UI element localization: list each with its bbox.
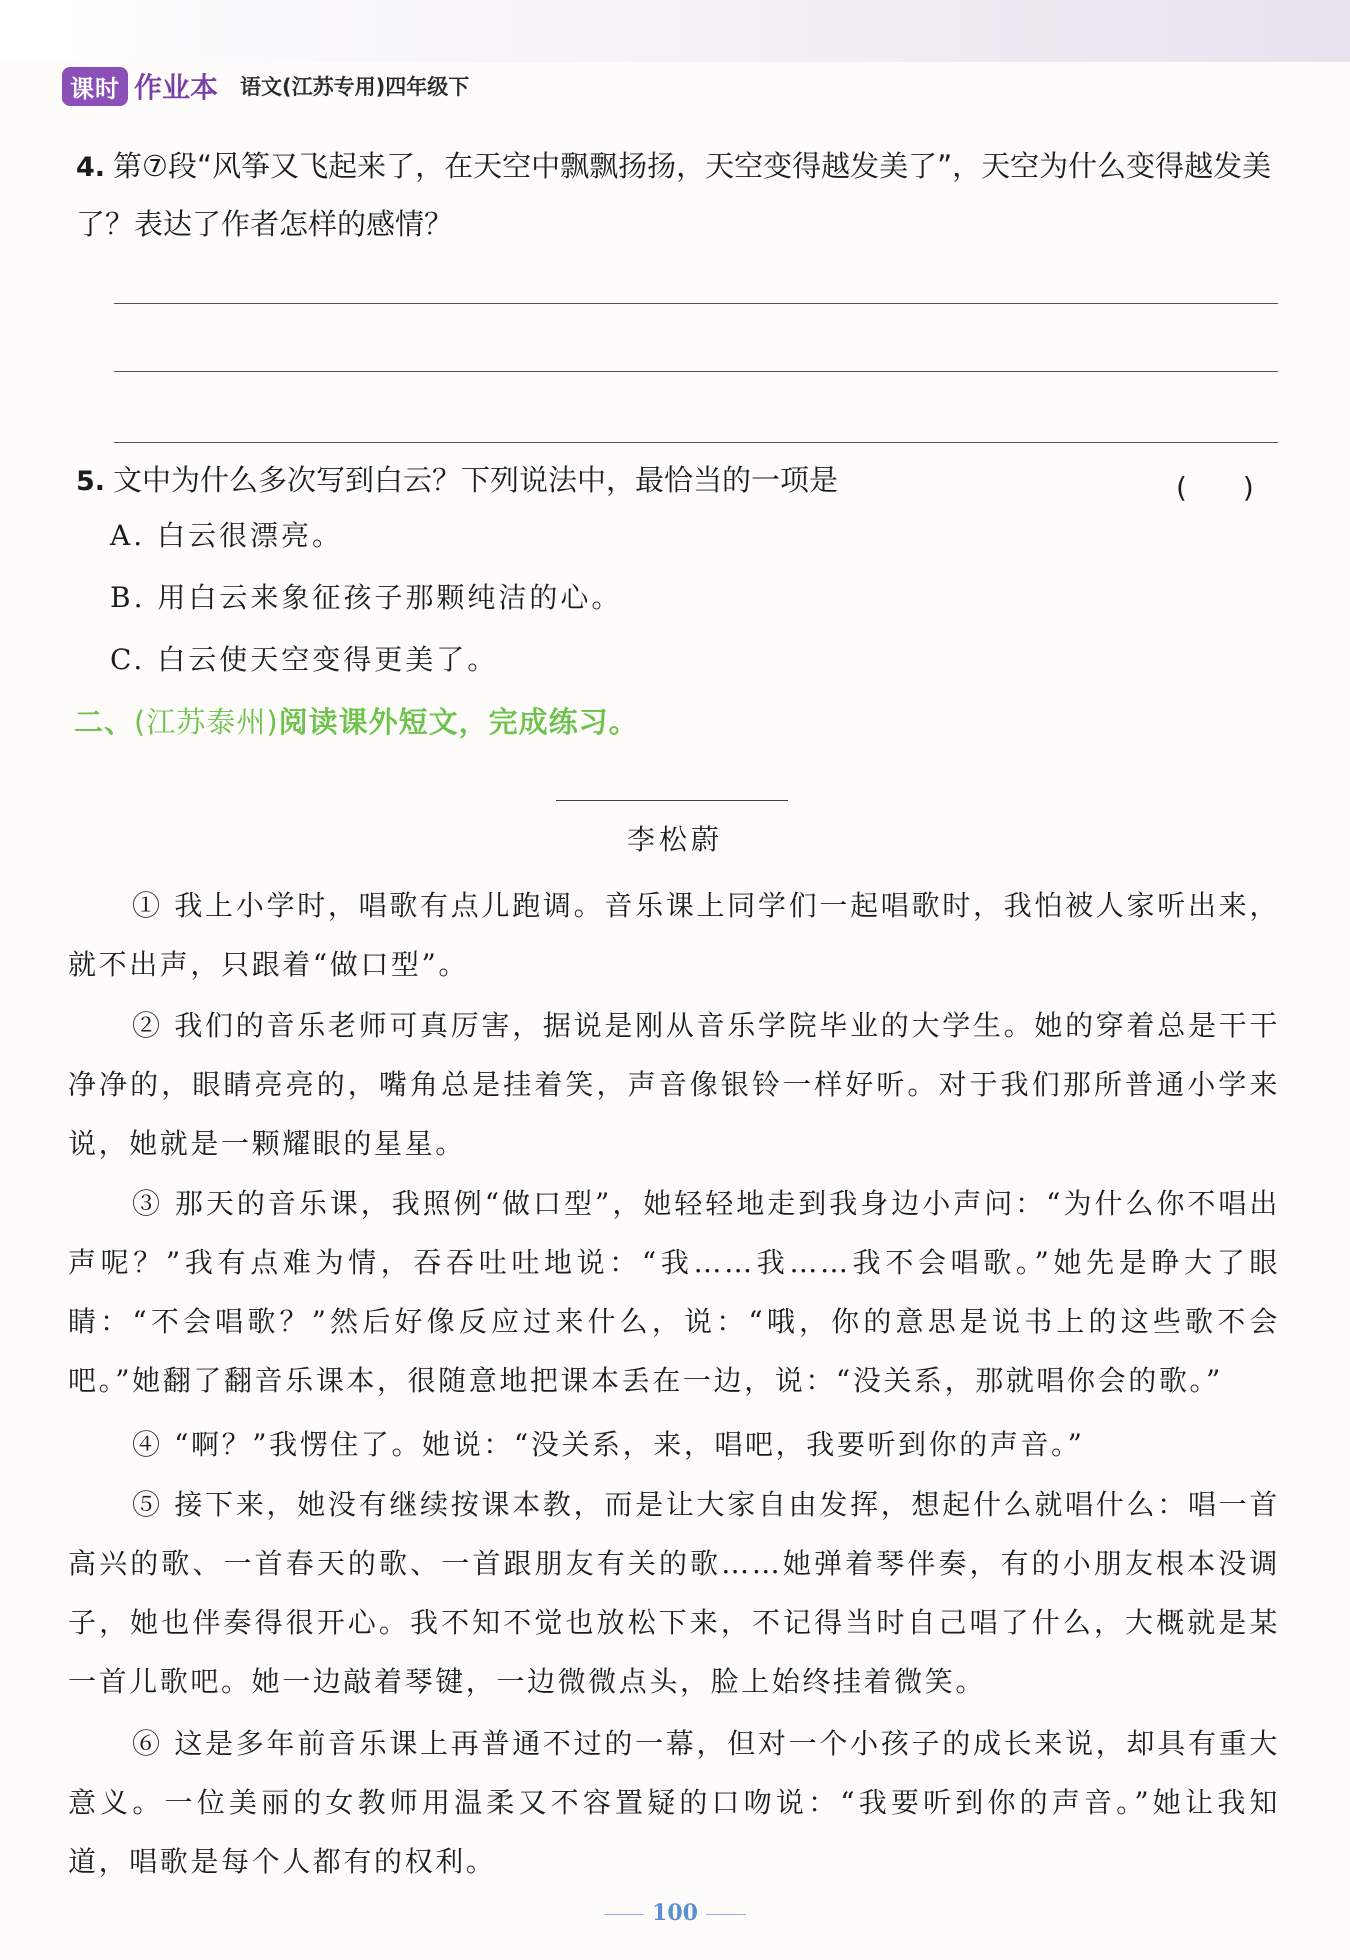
paragraph-4: ④ “啊？”我愣住了。她说：“没关系，来，唱吧，我要听到你的声音。” bbox=[132, 1428, 1085, 1461]
section-instruction: 阅读课外短文，完成练习。 bbox=[278, 705, 639, 739]
question-text: 第⑦段“风筝又飞起来了，在天空中飘飘扬扬，天空变得越发美了”，天空为什么变得越发美了？表达了作者怎样的感情？ bbox=[76, 149, 1272, 241]
question-number: 4. bbox=[76, 152, 106, 183]
series-title: 作业本 bbox=[134, 71, 219, 104]
answer-line[interactable] bbox=[114, 371, 1278, 372]
option-a: A. 白云很漂亮。 bbox=[110, 519, 344, 552]
section-number: 二、 bbox=[74, 705, 135, 739]
option-b: B. 用白云来象征孩子那颗纯洁的心。 bbox=[110, 581, 623, 614]
paragraph-1: ① 我上小学时，唱歌有点儿跑调。音乐课上同学们一起唱歌时，我怕被人家听出来，就不出声，只跟着“做口型”。 bbox=[68, 889, 1280, 981]
question-4 bbox=[76, 138, 1280, 252]
passage-author: 李松蔚 bbox=[626, 823, 723, 856]
header-band bbox=[0, 0, 1350, 62]
page-number-text: 100 bbox=[652, 1900, 698, 1926]
page-number bbox=[0, 1900, 1350, 1926]
paragraph-5: ⑤ 接下来，她没有继续按课本教，而是让大家自由发挥，想起什么就唱什么：唱一首高兴的歌、一首春天的歌、一首跟朋友有关的歌……她弹着琴伴奏，有的小朋友根本没调子，她也伴奏得很开心。我不知不觉也放松下来，不记得当时自己唱了什么，大概就是某一首儿歌吧。她一边敲着琴键，一边微微点头，脸上始终挂着微笑。 bbox=[68, 1488, 1280, 1698]
paragraph-3: ③ 那天的音乐课，我照例“做口型”，她轻轻地走到我身边小声问：“为什么你不唱出声呢？”我有点难为情，吞吞吐吐地说：“我……我……我不会唱歌。”她先是睁大了眼睛：“不会唱歌？”然后好像反应过来什么，说：“哦，你的意思是说书上的这些歌不会吧。”她翻了翻音乐课本，很随意地把课本丢在一边，说：“没关系，那就唱你会的歌。” bbox=[68, 1187, 1280, 1397]
option-c: C. 白云使天空变得更美了。 bbox=[110, 643, 499, 676]
section-source: (江苏泰州) bbox=[134, 705, 279, 739]
section-heading bbox=[74, 700, 639, 741]
answer-line[interactable] bbox=[114, 442, 1278, 443]
question-5 bbox=[76, 452, 1130, 510]
series-badge: 课时 bbox=[62, 67, 128, 106]
subject-label: 语文(江苏专用)四年级下 bbox=[240, 75, 470, 99]
answer-line[interactable] bbox=[114, 303, 1278, 304]
paragraph-6: ⑥ 这是多年前音乐课上再普通不过的一幕，但对一个小孩子的成长来说，却具有重大意义。一位美丽的女教师用温柔又不容置疑的口吻说：“我要听到你的声音。”她让我知道，唱歌是每个人都有的权利。 bbox=[68, 1727, 1280, 1878]
page-number-dash bbox=[604, 1914, 644, 1915]
question-text: 文中为什么多次写到白云？下列说法中，最恰当的一项是 bbox=[113, 463, 839, 497]
answer-parentheses[interactable]: ( ) bbox=[1176, 471, 1254, 504]
title-blank[interactable] bbox=[556, 800, 788, 801]
paragraph-2: ② 我们的音乐老师可真厉害，据说是刚从音乐学院毕业的大学生。她的穿着总是干干净净的，眼睛亮亮的，嘴角总是挂着笑，声音像银铃一样好听。对于我们那所普通小学来说，她就是一颗耀眼的星星。 bbox=[68, 1009, 1280, 1160]
question-number: 5. bbox=[76, 466, 106, 497]
page-number-dash bbox=[706, 1914, 746, 1915]
book-header bbox=[62, 66, 469, 106]
